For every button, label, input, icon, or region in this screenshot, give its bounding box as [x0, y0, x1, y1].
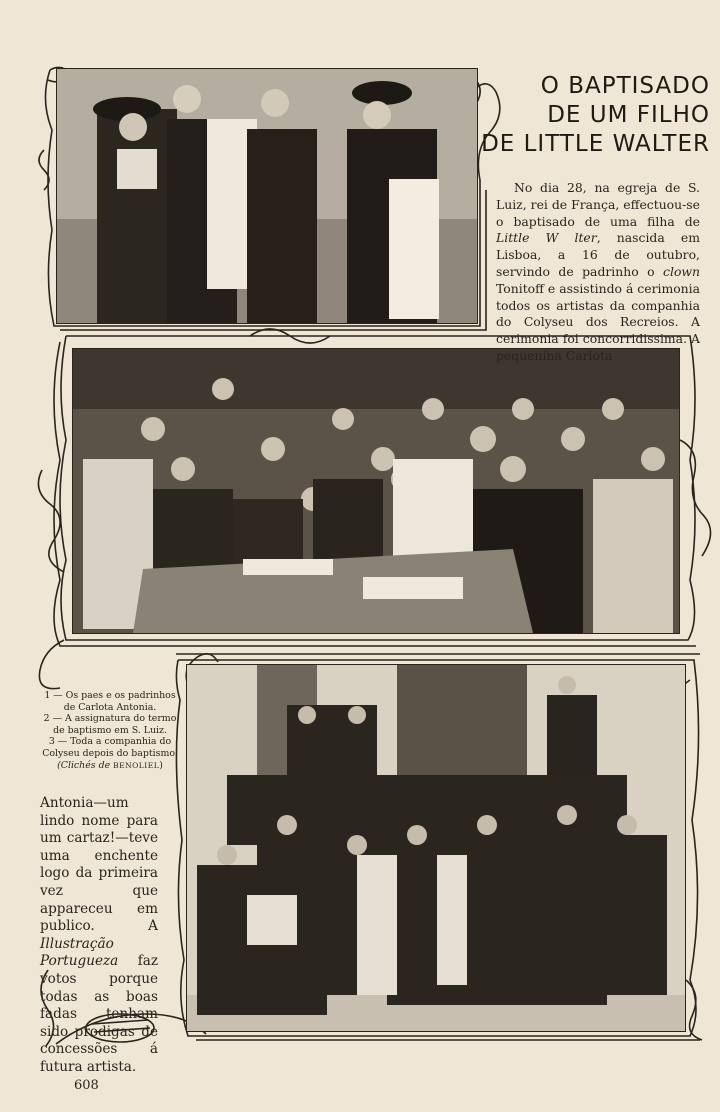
title-line-1: O BAPTISADO [540, 73, 710, 99]
article-text-1: No dia 28, na egreja de S. Luiz, rei de França, effectuou-se o baptisado de uma filha de [496, 180, 700, 229]
magazine-name: Illustração Portugueza [40, 935, 119, 970]
article-continuation [40, 795, 158, 1077]
continuation-text-2: faz votos porque todas as boas fadas tenham sido prodigas de concessões á futura artista. [40, 953, 158, 1075]
caption-item-3: 3 — Toda a companhia do Colyseu depois do baptismo. [42, 736, 178, 759]
credit-prefix: (Clichés de [57, 759, 114, 771]
signing-photo-image [73, 349, 679, 633]
godparents-photo-image [57, 69, 477, 323]
article-text-2: , nascida em Lisboa, a 16 de outubro, servindo de padrinho o [496, 230, 700, 279]
company-photo-image [187, 665, 685, 1031]
title-line-3: DE LITTLE WALTER [481, 131, 710, 157]
continuation-text-1: Antonia—um lindo nome para um cartaz!—teve uma enchente logo da primeira vez que appareceu em publico. A [40, 795, 158, 935]
photo-caption [40, 690, 180, 771]
company-photo [186, 664, 686, 1032]
caption-item-2: 2 — A assignatura do termo de baptismo em S. Luiz. [43, 713, 177, 736]
article-name: Little W lter [496, 230, 597, 246]
godparents-photo [56, 68, 478, 324]
signing-photo [72, 348, 680, 634]
article-clown: clown [663, 263, 700, 279]
photo-credit [40, 760, 180, 772]
credit-name: BENOLIEL [113, 760, 160, 770]
article-body [496, 180, 700, 365]
article-title [470, 72, 710, 159]
credit-suffix: ) [159, 759, 163, 771]
article-text-3: Tonitoff e assistindo á cerimonia todos os artistas da companhia do Colyseu dos Recreios. A cerimonia foi concorridissima. A pequenina Carlota [496, 280, 700, 363]
page-number: 608 [74, 1078, 99, 1093]
caption-item-1: 1 — Os paes e os padrinhos de Carlota Antonia. [44, 690, 176, 713]
title-line-2: DE UM FILHO [547, 102, 710, 128]
